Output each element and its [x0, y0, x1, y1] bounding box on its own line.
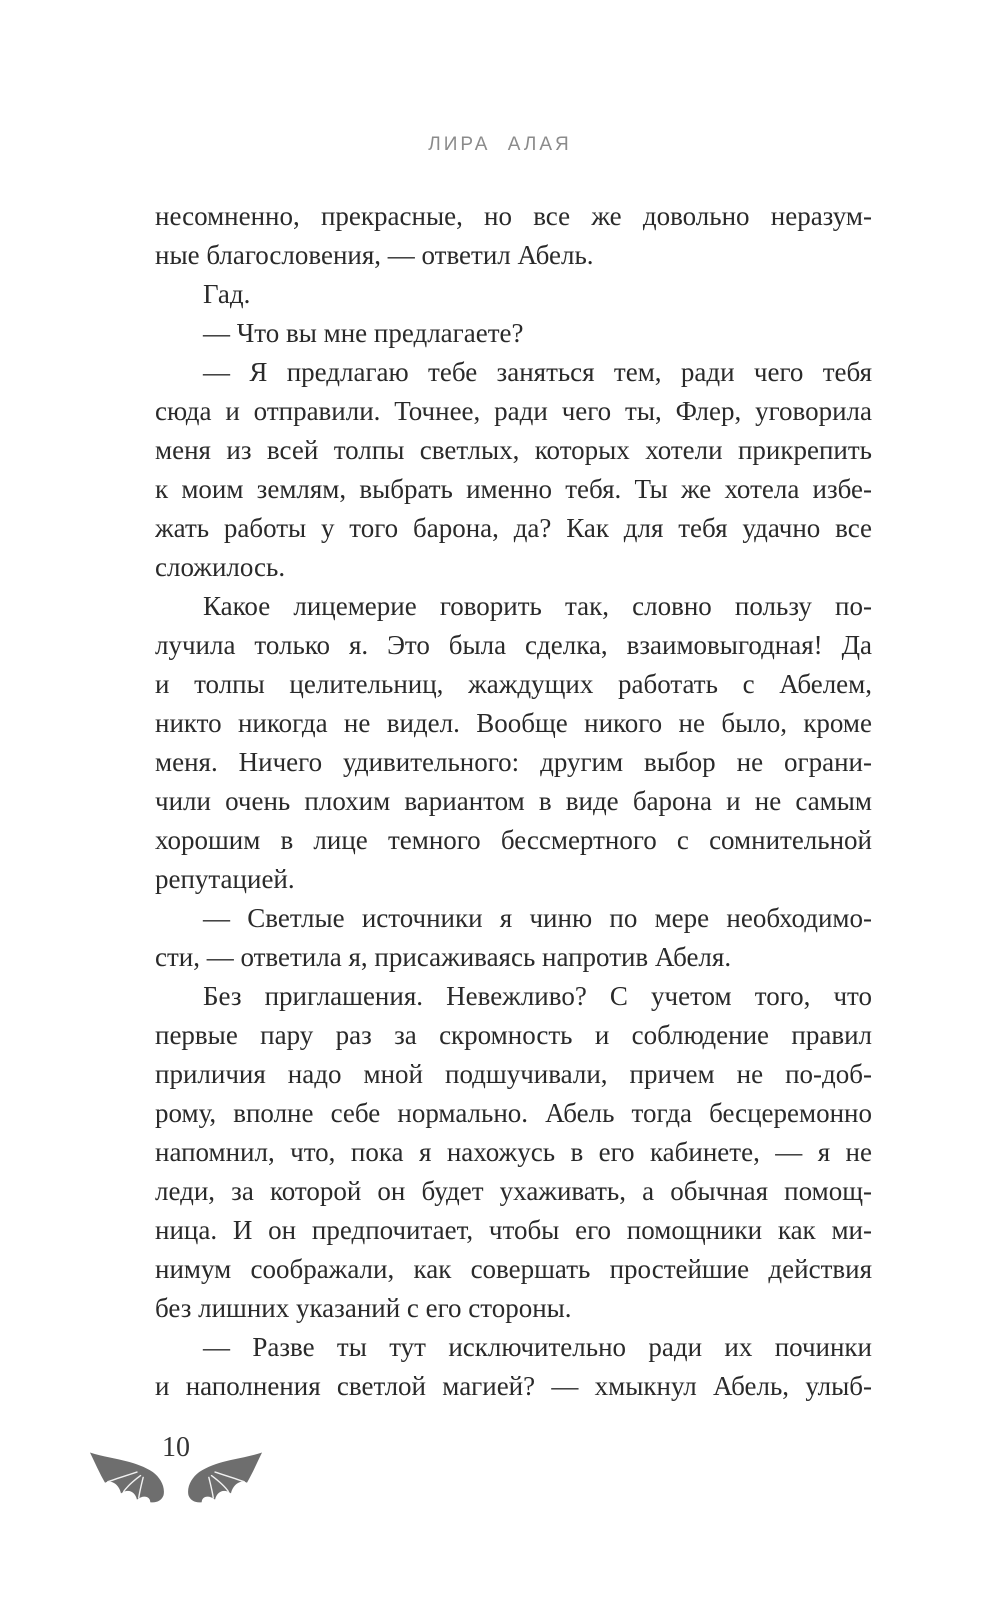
text-line: несомненно, прекрасные, но все же довольно неразум- — [155, 201, 872, 231]
text-line: рому, вполне себе нормально. Абель тогда бесцеремонно — [155, 1098, 872, 1128]
text-line: — Что вы мне предлагаете? — [203, 318, 524, 348]
text-line: лучила только я. Это была сделка, взаимовыгодная! Да — [155, 630, 872, 660]
text-line: — Светлые источники я чиню по мере необходимо- — [203, 903, 872, 933]
text-line: приличия надо мной подшучивали, причем не по-доб- — [155, 1059, 872, 1089]
text-line: и толпы целительниц, жаждущих работать с Абелем, — [155, 669, 872, 699]
text-line: напомнил, что, пока я нахожусь в его кабинете, — я не — [155, 1137, 872, 1167]
text-line: репутацией. — [155, 864, 295, 894]
bat-wings-icon — [87, 1449, 265, 1504]
text-line: чили очень плохим вариантом в виде барона и не самым — [155, 786, 872, 816]
text-line: меня. Ничего удивительного: другим выбор не ограни- — [155, 747, 872, 777]
text-line: и наполнения светлой магией? — хмыкнул Абель, улыб- — [155, 1371, 872, 1401]
text-line: меня из всей толпы светлых, которых хотели прикрепить — [155, 435, 872, 465]
page-number: 10 — [162, 1432, 190, 1463]
text-line: сти, — ответила я, присаживаясь напротив Абеля. — [155, 942, 732, 972]
running-header-author: ЛИРА АЛАЯ — [428, 134, 572, 155]
text-line: — Я предлагаю тебе заняться тем, ради чего тебя — [203, 357, 872, 387]
text-line: никто никогда не видел. Вообще никого не было, кроме — [155, 708, 872, 738]
text-line: Без приглашения. Невежливо? С учетом того, что — [203, 981, 872, 1011]
text-line: нимум соображали, как совершать простейшие действия — [155, 1254, 872, 1284]
text-line: без лишних указаний с его стороны. — [155, 1293, 572, 1323]
body-text — [155, 197, 872, 1406]
text-line: ница. И он предпочитает, чтобы его помощники как ми- — [155, 1215, 872, 1245]
text-line: — Разве ты тут исключительно ради их починки — [203, 1332, 872, 1362]
text-line: Гад. — [203, 279, 251, 309]
text-line: хорошим в лице темного бессмертного с сомнительной — [155, 825, 872, 855]
text-line: к моим землям, выбрать именно тебя. Ты же хотела избе- — [155, 474, 872, 504]
text-line: ные благословения, — ответил Абель. — [155, 240, 594, 270]
text-line: сюда и отправили. Точнее, ради чего ты, Флер, уговорила — [155, 396, 872, 426]
text-line: Какое лицемерие говорить так, словно пользу по- — [203, 591, 872, 621]
text-line: сложилось. — [155, 552, 286, 582]
text-line: первые пару раз за скромность и соблюдение правил — [155, 1020, 872, 1050]
text-line: леди, за которой он будет ухаживать, а обычная помощ- — [155, 1176, 872, 1206]
text-line: жать работы у того барона, да? Как для тебя удачно все — [155, 513, 872, 543]
